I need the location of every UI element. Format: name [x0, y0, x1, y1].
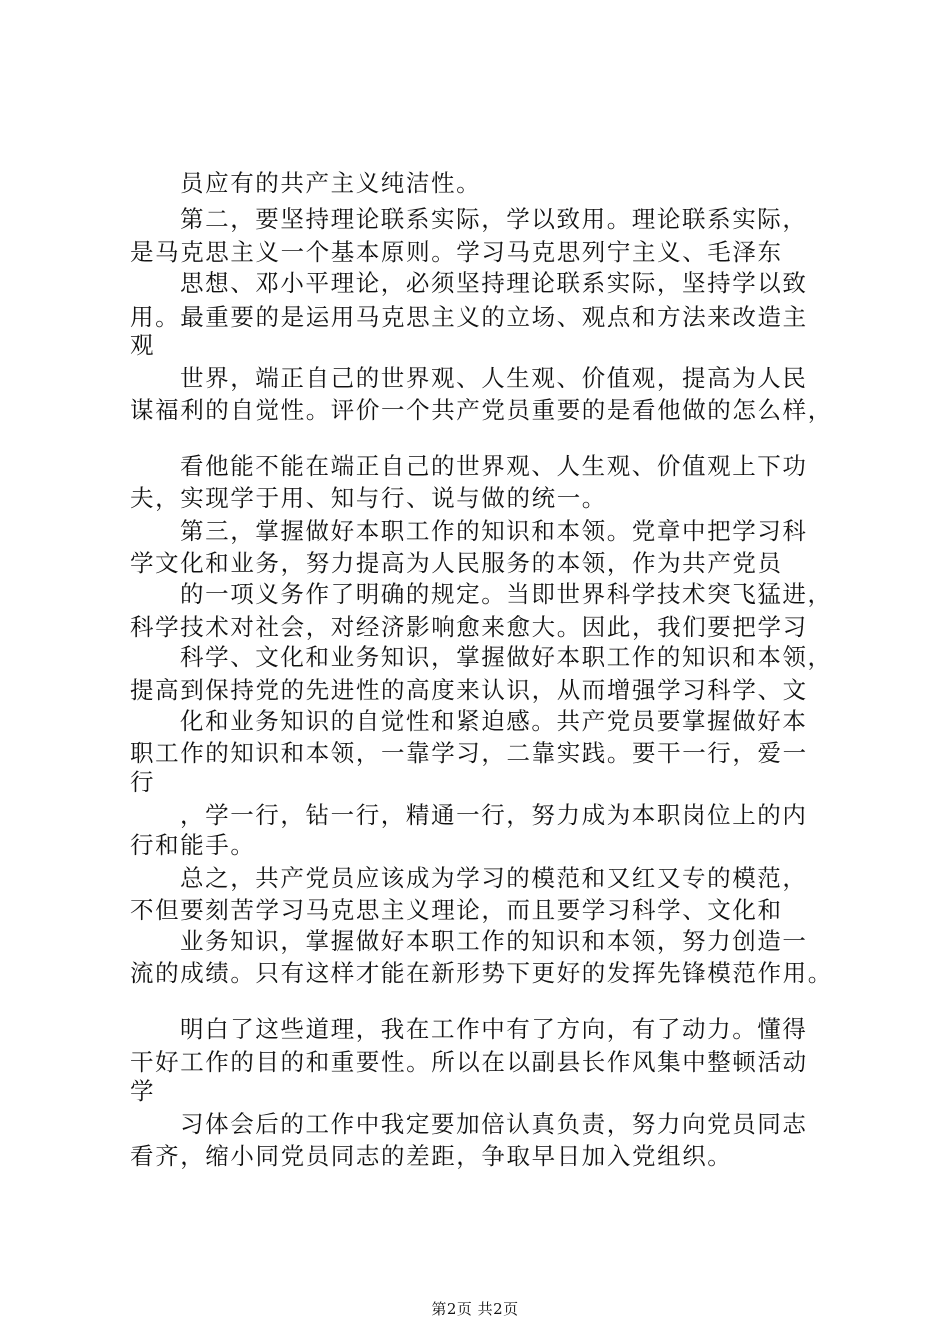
- text-line: 第三，掌握做好本职工作的知识和本领。党章中把学习科: [180, 517, 808, 545]
- text-line: 思想、邓小平理论，必须坚持理论联系实际，坚持学以致: [180, 269, 808, 297]
- text-line: 业务知识，掌握做好本职工作的知识和本领，努力创造一: [180, 927, 808, 955]
- text-line: 行和能手。: [130, 831, 256, 859]
- text-line: 不但要刻苦学习马克思主义理论，而且要学习科学、文化和: [130, 896, 783, 924]
- text-line: 谋福利的自觉性。评价一个共产党员重要的是看他做的怎么样，: [130, 396, 833, 424]
- text-line: 夫，实现学于用、知与行、说与做的统一。: [130, 484, 607, 512]
- text-line: 明白了这些道理，我在工作中有了方向，有了动力。懂得: [180, 1015, 808, 1043]
- text-line: 是马克思主义一个基本原则。学习马克思列宁主义、毛泽东: [130, 238, 783, 266]
- text-line: 提高到保持党的先进性的高度来认识，从而增强学习科学、文: [130, 676, 808, 704]
- text-line: 员应有的共产主义纯洁性。: [180, 169, 482, 197]
- text-line: 的一项义务作了明确的规定。当即世界科学技术突飞猛进，: [180, 580, 833, 608]
- text-line: 行: [130, 768, 156, 796]
- text-line: 第二，要坚持理论联系实际，学以致用。理论联系实际，: [180, 205, 808, 233]
- text-line: 世界，端正自己的世界观、人生观、价值观，提高为人民: [180, 364, 808, 392]
- text-line: 用。最重要的是运用马克思主义的立场、观点和方法来改造主: [130, 303, 808, 331]
- text-line: 科学技术对社会，对经济影响愈来愈大。因此，我们要把学习: [130, 613, 808, 641]
- text-line: ，学一行，钻一行，精通一行，努力成为本职岗位上的内: [180, 801, 808, 829]
- text-line: 流的成绩。只有这样才能在新形势下更好的发挥先锋模范作用。: [130, 959, 833, 987]
- text-line: 学: [130, 1077, 156, 1105]
- text-line: 看齐，缩小同党员同志的差距，争取早日加入党组织。: [130, 1142, 733, 1170]
- text-line: 干好工作的目的和重要性。所以在以副县长作风集中整顿活动: [130, 1048, 808, 1076]
- text-line: 总之，共产党员应该成为学习的模范和又红又专的模范，: [180, 864, 808, 892]
- text-line: 化和业务知识的自觉性和紧迫感。共产党员要掌握做好本: [180, 707, 808, 735]
- text-line: 观: [130, 331, 156, 359]
- text-line: 学文化和业务，努力提高为人民服务的本领，作为共产党员: [130, 549, 783, 577]
- text-line: 职工作的知识和本领，一靠学习，二靠实践。要干一行，爱一: [130, 739, 808, 767]
- page-number-footer: 第2页 共2页: [431, 1300, 519, 1318]
- text-line: 看他能不能在端正自己的世界观、人生观、价值观上下功: [180, 452, 808, 480]
- text-line: 科学、文化和业务知识，掌握做好本职工作的知识和本领，: [180, 643, 833, 671]
- text-line: 习体会后的工作中我定要加倍认真负责，努力向党员同志: [180, 1110, 808, 1138]
